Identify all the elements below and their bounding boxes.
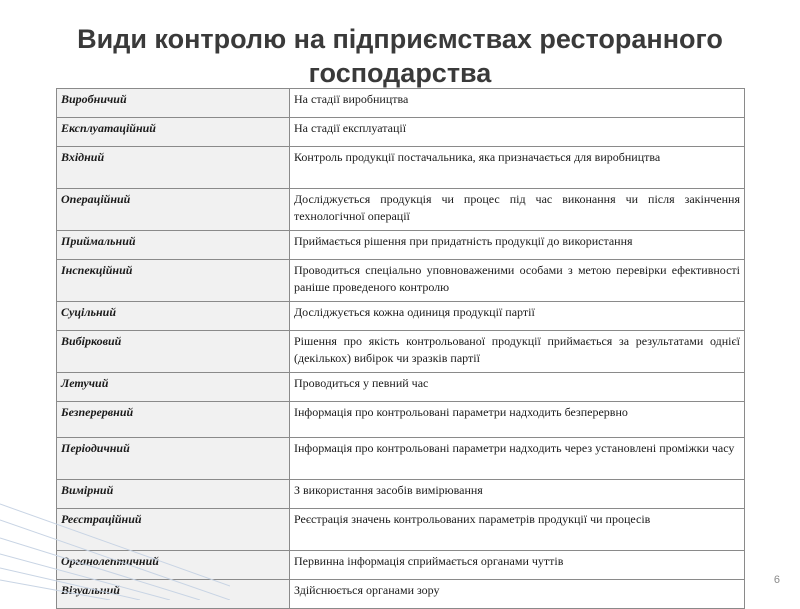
table-row xyxy=(57,438,745,480)
control-type-term: Приймальний xyxy=(57,231,290,260)
control-type-term: Безперервний xyxy=(57,402,290,438)
slide-title: Види контролю на підприємствах ресторанного господарства xyxy=(77,24,723,88)
control-type-description: Інформація про контрольовані параметри надходить через установлені проміжки часу xyxy=(290,438,745,480)
table-row xyxy=(57,580,745,609)
control-type-description: Рішення про якість контрольованої продукції приймається за результатами однієї (декількох) вибірок чи зразків партії xyxy=(290,331,745,373)
control-type-term: Інспекційний xyxy=(57,260,290,302)
control-type-term: Візуальний xyxy=(57,580,290,609)
table-row xyxy=(57,302,745,331)
control-type-term: Вхідний xyxy=(57,147,290,189)
control-type-description: Досліджується кожна одиниця продукції партії xyxy=(290,302,745,331)
control-type-description: На стадії виробництва xyxy=(290,89,745,118)
table-row xyxy=(57,331,745,373)
control-type-term: Операційний xyxy=(57,189,290,231)
control-type-term: Летучий xyxy=(57,373,290,402)
control-type-description: Здійснюється органами зору xyxy=(290,580,745,609)
table-row xyxy=(57,147,745,189)
control-types-table-container xyxy=(56,88,744,609)
table-row xyxy=(57,231,745,260)
table-row xyxy=(57,551,745,580)
table-row xyxy=(57,509,745,551)
control-type-description: З використання засобів вимірювання xyxy=(290,480,745,509)
control-type-term: Періодичний xyxy=(57,438,290,480)
control-type-term: Вибірковий xyxy=(57,331,290,373)
control-type-description: Реєстрація значень контрольованих параметрів продукції чи процесів xyxy=(290,509,745,551)
control-type-description: Проводиться у певний час xyxy=(290,373,745,402)
control-type-description: Проводиться спеціально уповноваженими особами з метою перевірки ефективності раніше проведеного контролю xyxy=(290,260,745,302)
control-type-description: Інформація про контрольовані параметри надходить безперервно xyxy=(290,402,745,438)
control-type-description: Первинна інформація сприймається органами чуттів xyxy=(290,551,745,580)
table-row xyxy=(57,402,745,438)
control-type-description: На стадії експлуатації xyxy=(290,118,745,147)
table-row xyxy=(57,118,745,147)
table-row xyxy=(57,480,745,509)
control-type-term: Вимірний xyxy=(57,480,290,509)
control-type-description: Контроль продукції постачальника, яка призначається для виробництва xyxy=(290,147,745,189)
control-type-term: Реєстраційний xyxy=(57,509,290,551)
page-number: 6 xyxy=(773,574,780,586)
control-type-term: Експлуатаційний xyxy=(57,118,290,147)
control-type-term: Виробничий xyxy=(57,89,290,118)
table-row xyxy=(57,189,745,231)
table-row xyxy=(57,373,745,402)
table-row xyxy=(57,89,745,118)
table-row xyxy=(57,260,745,302)
control-type-term: Органолептичний xyxy=(57,551,290,580)
control-type-term: Суцільний xyxy=(57,302,290,331)
control-type-description: Приймається рішення при придатність продукції до використання xyxy=(290,231,745,260)
control-types-table xyxy=(56,88,745,609)
control-type-description: Досліджується продукція чи процес під час виконання чи після закінчення технологічної операції xyxy=(290,189,745,231)
